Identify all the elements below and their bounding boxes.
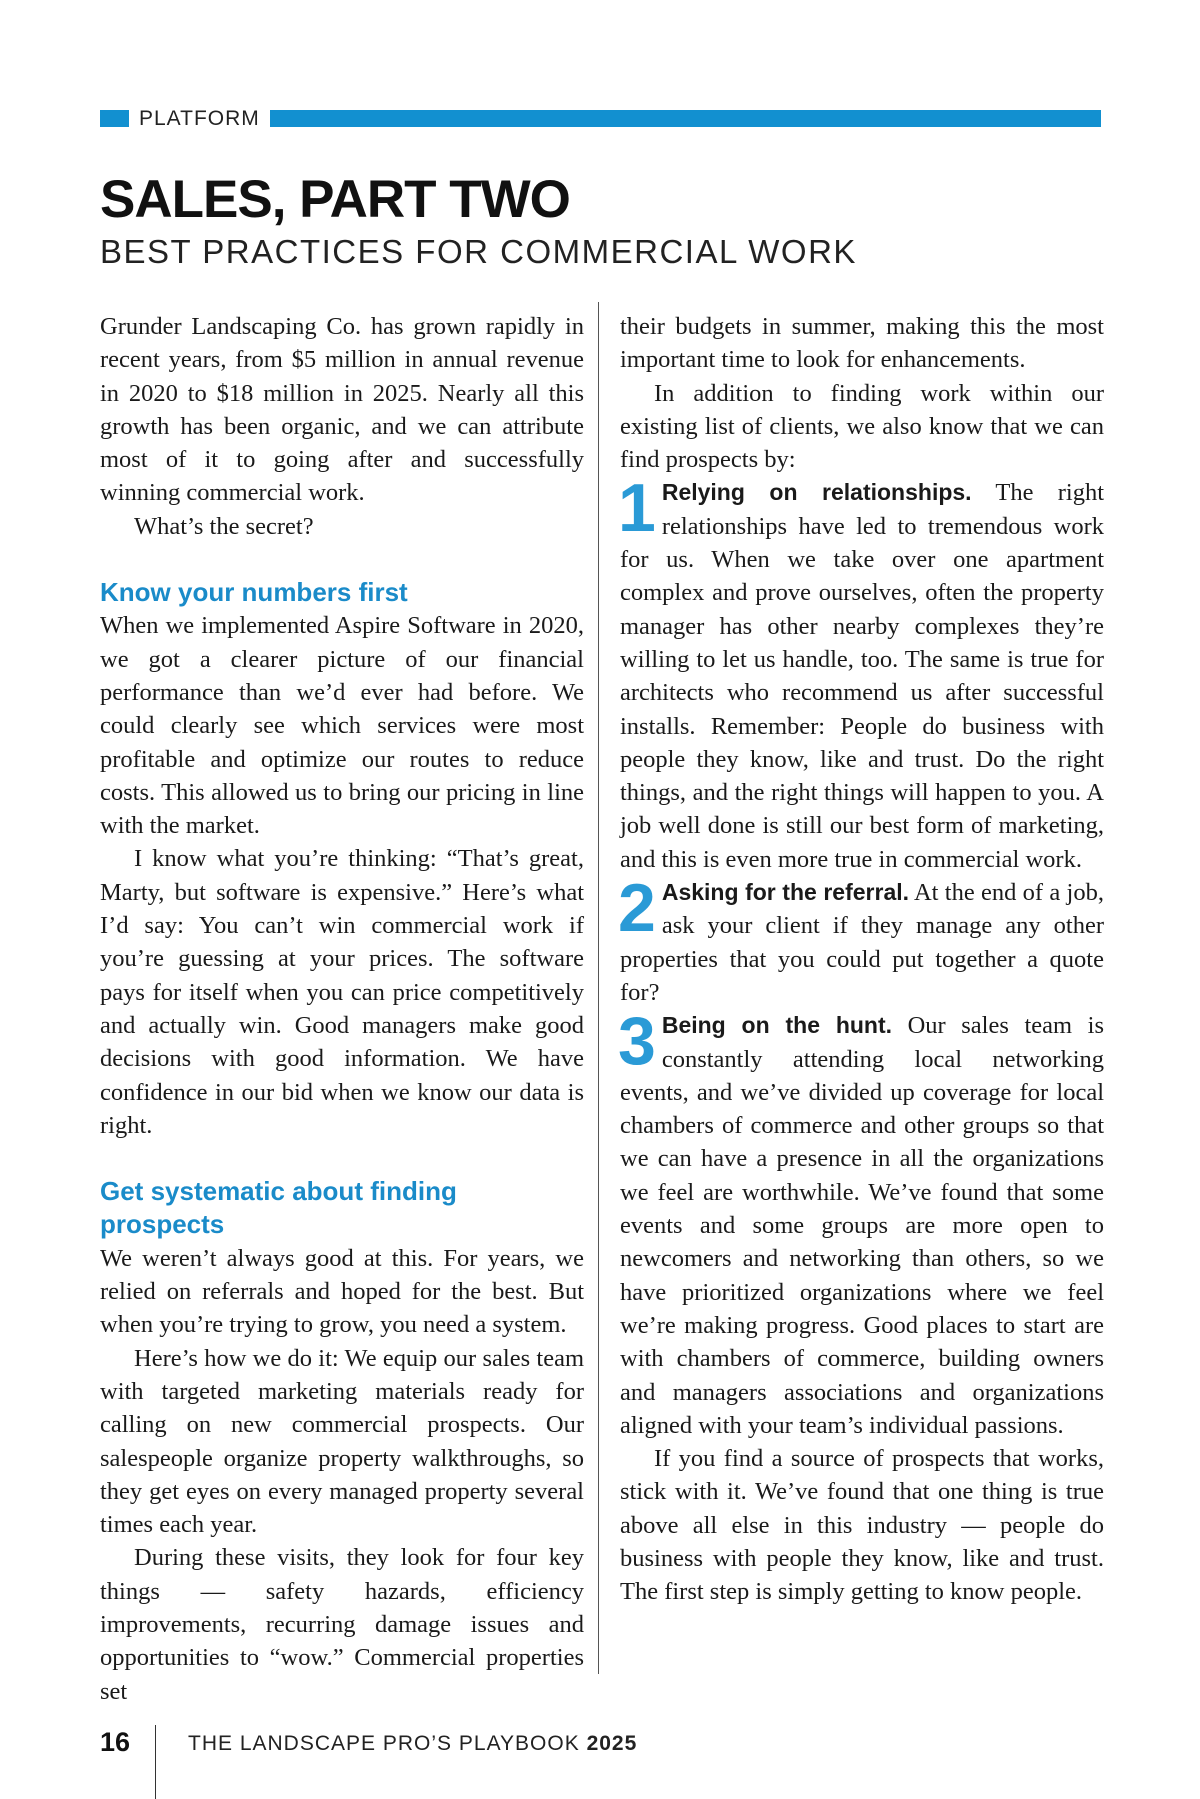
tip-body: Our sales team is constantly attending local networking events, and we’ve divided up coverage for local chambers of commerce and other groups so that we can have a presence in all the organizations we feel are worthwhile. We’ve found that some events and some groups are more open to newcomers and networking than others, so we have prioritized organizations where we feel we’re making progress. Good places to start are with chambers of commerce, building owners and managers associations and organizations aligned with your team’s individual passions. [620, 1012, 1104, 1439]
body-paragraph: I know what you’re thinking: “That’s great, Marty, but software is expensive.” Here’s what I’d say: You can’t win commercial work if you’re guessing at your prices. The software pays for itself when you can price competitively and actually win. Good managers make good decisions with good information. We have confidence in our bid when we know our data is right. [100, 845, 584, 1139]
section-heading-prospects: Get systematic about finding prospects [100, 1176, 457, 1240]
closing-paragraph: If you find a source of prospects that works, stick with it. We’ve found that one thing is true above all else in this industry — people do business with people they know, like and trust. The first step is simply getting to know people. [620, 1445, 1104, 1606]
article-title: SALES, PART TWO [100, 170, 570, 229]
section-accent-block [100, 110, 129, 127]
body-paragraph: When we implemented Aspire Software in 2020, we got a clearer picture of our financial performance than we’d ever had before. We could clearly see which services were most profitable and optimize our routes to reduce costs. This allowed us to bring our pricing in line with the market. [100, 612, 584, 840]
left-column [100, 310, 584, 1708]
body-paragraph: In addition to finding work within our existing list of clients, we also know that we can find prospects by: [620, 379, 1104, 474]
column-divider [598, 302, 599, 1674]
numbered-tip [618, 470, 1105, 876]
publication-title [188, 1730, 637, 1758]
body-paragraph: their budgets in summer, making this the most important time to look for enhancements. [620, 313, 1104, 374]
tip-body: At the end of a job, ask your client if they manage any other properties that you could put together a quote for? [620, 879, 1104, 1006]
section-header-bar [100, 109, 1101, 128]
footer-divider [155, 1725, 156, 1799]
numbered-tip [618, 870, 1104, 1009]
tip-number: 2 [618, 870, 656, 947]
numbered-tip [618, 1003, 1104, 1442]
publication-name: THE LANDSCAPE PRO’S PLAYBOOK [188, 1732, 580, 1755]
section-label: PLATFORM [139, 107, 260, 130]
tip-number: 3 [618, 1003, 656, 1080]
spacer [100, 543, 584, 576]
tip-body: The right relationships have led to tremendous work for us. When we take over one apartment complex and prove ourselves, often the property manager has other nearby complexes they’re willing to let us handle, too. The same is true for architects who recommend us after successful installs. Remember: People do business with people they know, like and trust. Do the right things, and the right things will happen to you. A job well done is still our best form of marketing, and this is even more true in commercial work. [620, 479, 1105, 873]
page-number: 16 [100, 1727, 131, 1757]
body-paragraph: Here’s how we do it: We equip our sales team with targeted marketing materials ready for calling on new commercial prospects. Our salespeople organize property walkthroughs, so they get eyes on every managed property several times each year. [100, 1344, 584, 1539]
tip-lead: Being on the hunt. [661, 1012, 893, 1039]
section-heading-numbers: Know your numbers first [100, 577, 408, 608]
tip-lead: Relying on relationships. [661, 479, 972, 506]
intro-paragraph: Grunder Landscaping Co. has grown rapidly in recent years, from $5 million in annual revenue in 2020 to $18 million in 2025. Nearly all this growth has been organic, and we can attribute most of it to going after and successfully winning commercial work. [100, 313, 584, 507]
spacer [100, 1142, 584, 1175]
publication-year: 2025 [586, 1732, 638, 1755]
tip-number: 1 [618, 470, 656, 547]
section-accent-line [270, 110, 1101, 127]
tip-lead: Asking for the referral. [661, 879, 910, 906]
article-subtitle: BEST PRACTICES FOR COMMERCIAL WORK [100, 233, 857, 270]
body-paragraph: During these visits, they look for four key things — safety hazards, efficiency improvements, recurring damage issues and opportunities to “wow.” Commercial properties set [100, 1544, 584, 1705]
body-paragraph: We weren’t always good at this. For years, we relied on referrals and hoped for the best. But when you’re trying to grow, you need a system. [100, 1244, 584, 1339]
intro-question: What’s the secret? [134, 512, 314, 540]
right-column [620, 310, 1104, 1609]
